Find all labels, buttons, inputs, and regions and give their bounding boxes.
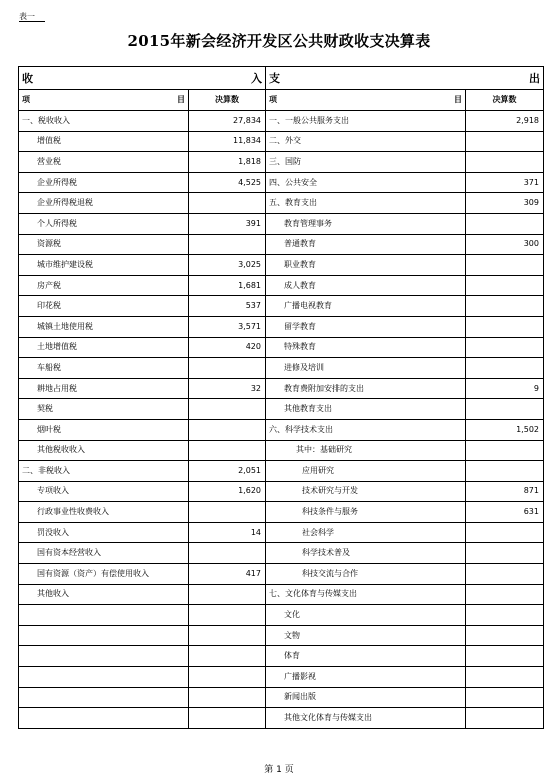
income-item-cell: 其他收入 xyxy=(19,584,189,605)
income-amount-cell xyxy=(189,193,266,214)
income-amount-cell xyxy=(189,440,266,461)
expense-amount-cell xyxy=(466,213,544,234)
expense-amount-cell xyxy=(466,399,544,420)
expense-item-cell: 二、外交 xyxy=(266,131,466,152)
expense-item-cell: 广播影视 xyxy=(266,667,466,688)
table-row xyxy=(19,502,544,523)
table-row xyxy=(19,213,544,234)
table-body xyxy=(19,67,544,729)
expense-amount-cell xyxy=(466,255,544,276)
expense-amount-cell xyxy=(466,708,544,729)
income-amount-cell: 32 xyxy=(189,378,266,399)
expense-item-cell: 新闻出版 xyxy=(266,687,466,708)
expense-amount-cell xyxy=(466,296,544,317)
income-amount-cell: 27,834 xyxy=(189,111,266,132)
income-item-cell: 一、税收收入 xyxy=(19,111,189,132)
expense-item-cell: 进修及培训 xyxy=(266,358,466,379)
expense-item-cell: 广播电视教育 xyxy=(266,296,466,317)
expense-item-cell: 四、公共安全 xyxy=(266,172,466,193)
income-item-cell: 资源税 xyxy=(19,234,189,255)
income-item-cell: 车船税 xyxy=(19,358,189,379)
table-row xyxy=(19,564,544,585)
income-item-cell: 国有资源（资产）有偿使用收入 xyxy=(19,564,189,585)
table-row xyxy=(19,296,544,317)
income-amount-cell: 1,620 xyxy=(189,481,266,502)
income-amount-cell: 537 xyxy=(189,296,266,317)
expense-item-cell: 社会科学 xyxy=(266,522,466,543)
expense-item-cell: 五、教育支出 xyxy=(266,193,466,214)
expense-item-cell: 其中：基础研究 xyxy=(266,440,466,461)
expense-item-cell: 科技条件与服务 xyxy=(266,502,466,523)
expense-amount-cell: 309 xyxy=(466,193,544,214)
table-row xyxy=(19,625,544,646)
income-item-cell: 其他税收收入 xyxy=(19,440,189,461)
income-amount-cell: 3,571 xyxy=(189,316,266,337)
expense-amount-cell: 9 xyxy=(466,378,544,399)
expense-amount-cell xyxy=(466,440,544,461)
income-item-cell: 城市维护建设税 xyxy=(19,255,189,276)
expense-amount-cell: 371 xyxy=(466,172,544,193)
item-label-a: 项 xyxy=(269,95,277,104)
income-section-header xyxy=(19,67,266,90)
income-item-cell: 增值税 xyxy=(19,131,189,152)
table-row xyxy=(19,687,544,708)
table-row xyxy=(19,481,544,502)
expense-amount-cell: 1,502 xyxy=(466,419,544,440)
expense-amount-cell xyxy=(466,543,544,564)
expense-item-cell: 其他文化体育与传媒支出 xyxy=(266,708,466,729)
income-amount-header: 决算数 xyxy=(189,90,266,111)
table-row xyxy=(19,584,544,605)
expense-amount-cell: 2,918 xyxy=(466,111,544,132)
table-row xyxy=(19,522,544,543)
expense-item-cell: 职业教育 xyxy=(266,255,466,276)
income-amount-cell xyxy=(189,234,266,255)
income-item-cell: 耕地占用税 xyxy=(19,378,189,399)
income-amount-cell: 1,681 xyxy=(189,275,266,296)
expense-amount-cell xyxy=(466,584,544,605)
expense-item-header xyxy=(266,90,466,111)
expense-item-cell: 体育 xyxy=(266,646,466,667)
expense-amount-cell xyxy=(466,358,544,379)
expense-item-cell: 教育费附加安排的支出 xyxy=(266,378,466,399)
income-item-cell: 个人所得税 xyxy=(19,213,189,234)
income-label-a: 收 xyxy=(22,71,33,85)
expense-item-cell: 科技交流与合作 xyxy=(266,564,466,585)
header-row-sections xyxy=(19,67,544,90)
income-item-header xyxy=(19,90,189,111)
expense-item-cell: 应用研究 xyxy=(266,461,466,482)
expense-item-cell: 留学教育 xyxy=(266,316,466,337)
expense-section-header xyxy=(266,67,544,90)
expense-amount-cell: 300 xyxy=(466,234,544,255)
table-row xyxy=(19,399,544,420)
income-item-cell xyxy=(19,667,189,688)
table-row xyxy=(19,131,544,152)
table-row xyxy=(19,193,544,214)
expense-item-cell: 科学技术普及 xyxy=(266,543,466,564)
expense-item-cell: 六、科学技术支出 xyxy=(266,419,466,440)
income-amount-cell xyxy=(189,708,266,729)
expense-item-cell: 普通教育 xyxy=(266,234,466,255)
income-item-cell: 行政事业性收费收入 xyxy=(19,502,189,523)
table-row xyxy=(19,378,544,399)
expense-amount-cell xyxy=(466,522,544,543)
income-item-cell: 烟叶税 xyxy=(19,419,189,440)
income-item-cell: 城镇土地使用税 xyxy=(19,316,189,337)
income-item-cell: 二、非税收入 xyxy=(19,461,189,482)
expense-label-a: 支 xyxy=(269,71,280,85)
income-item-cell: 专项收入 xyxy=(19,481,189,502)
income-item-cell xyxy=(19,625,189,646)
table-row xyxy=(19,234,544,255)
income-item-cell: 罚没收入 xyxy=(19,522,189,543)
table-row xyxy=(19,461,544,482)
expense-amount-cell xyxy=(466,152,544,173)
income-item-cell: 企业所得税 xyxy=(19,172,189,193)
expense-amount-cell: 631 xyxy=(466,502,544,523)
expense-amount-cell xyxy=(466,461,544,482)
expense-amount-cell xyxy=(466,131,544,152)
income-item-cell: 国有资本经营收入 xyxy=(19,543,189,564)
expense-item-cell: 七、文化体育与传媒支出 xyxy=(266,584,466,605)
table-row xyxy=(19,419,544,440)
expense-item-cell: 技术研究与开发 xyxy=(266,481,466,502)
budget-table xyxy=(18,66,544,729)
table-row xyxy=(19,543,544,564)
income-amount-cell: 4,525 xyxy=(189,172,266,193)
table-row xyxy=(19,316,544,337)
table-row xyxy=(19,255,544,276)
item-label-b: 目 xyxy=(177,95,185,104)
table-row xyxy=(19,152,544,173)
expense-amount-cell xyxy=(466,564,544,585)
table-number-label: 表一 xyxy=(19,12,35,21)
expense-item-cell: 特殊教育 xyxy=(266,337,466,358)
income-item-cell: 房产税 xyxy=(19,275,189,296)
income-amount-cell xyxy=(189,502,266,523)
expense-item-cell: 教育管理事务 xyxy=(266,213,466,234)
expense-amount-cell xyxy=(466,275,544,296)
expense-item-cell: 成人教育 xyxy=(266,275,466,296)
table-row xyxy=(19,646,544,667)
income-amount-cell: 3,025 xyxy=(189,255,266,276)
expense-amount-cell xyxy=(466,316,544,337)
income-label-b: 入 xyxy=(251,71,262,85)
item-label-b: 目 xyxy=(454,95,462,104)
table-row xyxy=(19,172,544,193)
income-amount-cell xyxy=(189,625,266,646)
table-row xyxy=(19,440,544,461)
page-number: 第 1 页 xyxy=(264,765,294,775)
income-item-cell xyxy=(19,687,189,708)
table-row xyxy=(19,708,544,729)
income-item-cell xyxy=(19,605,189,626)
income-amount-cell: 391 xyxy=(189,213,266,234)
header-row-columns xyxy=(19,90,544,111)
income-item-cell: 营业税 xyxy=(19,152,189,173)
expense-item-cell: 其他教育支出 xyxy=(266,399,466,420)
table-row xyxy=(19,605,544,626)
page-title: 2015年新会经济开发区公共财政收支决算表 xyxy=(127,32,431,50)
table-row xyxy=(19,337,544,358)
expense-amount-cell xyxy=(466,605,544,626)
expense-amount-cell xyxy=(466,337,544,358)
item-label-a: 项 xyxy=(22,95,30,104)
expense-item-cell: 文化 xyxy=(266,605,466,626)
income-amount-cell xyxy=(189,667,266,688)
income-amount-cell: 1,818 xyxy=(189,152,266,173)
expense-item-cell: 三、国防 xyxy=(266,152,466,173)
income-amount-cell xyxy=(189,358,266,379)
income-amount-cell: 420 xyxy=(189,337,266,358)
income-amount-cell xyxy=(189,687,266,708)
table-row xyxy=(19,111,544,132)
expense-label-b: 出 xyxy=(529,71,540,85)
income-amount-cell: 417 xyxy=(189,564,266,585)
income-item-cell: 土地增值税 xyxy=(19,337,189,358)
table-row xyxy=(19,275,544,296)
expense-amount-header: 决算数 xyxy=(466,90,544,111)
expense-amount-cell xyxy=(466,687,544,708)
income-amount-cell xyxy=(189,399,266,420)
income-amount-cell: 14 xyxy=(189,522,266,543)
table-row xyxy=(19,358,544,379)
expense-amount-cell xyxy=(466,625,544,646)
expense-item-cell: 文物 xyxy=(266,625,466,646)
income-amount-cell xyxy=(189,605,266,626)
income-amount-cell xyxy=(189,543,266,564)
expense-amount-cell xyxy=(466,646,544,667)
table-row xyxy=(19,667,544,688)
table-number-underline xyxy=(19,21,45,22)
expense-amount-cell: 871 xyxy=(466,481,544,502)
income-amount-cell xyxy=(189,419,266,440)
income-amount-cell: 11,834 xyxy=(189,131,266,152)
income-amount-cell: 2,051 xyxy=(189,461,266,482)
income-amount-cell xyxy=(189,646,266,667)
income-item-cell: 印花税 xyxy=(19,296,189,317)
expense-amount-cell xyxy=(466,667,544,688)
income-item-cell: 契税 xyxy=(19,399,189,420)
income-amount-cell xyxy=(189,584,266,605)
income-item-cell xyxy=(19,646,189,667)
income-item-cell xyxy=(19,708,189,729)
income-item-cell: 企业所得税退税 xyxy=(19,193,189,214)
expense-item-cell: 一、一般公共服务支出 xyxy=(266,111,466,132)
